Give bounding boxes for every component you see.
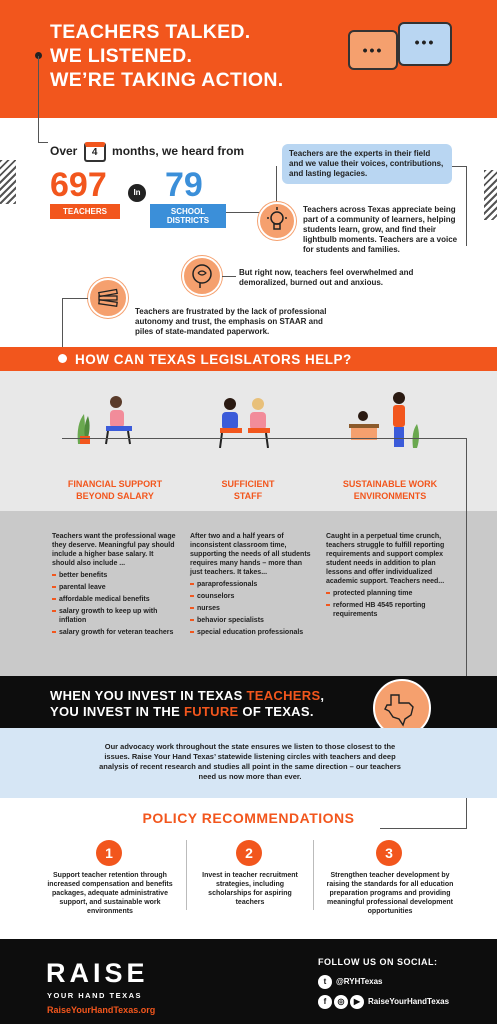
policy-item-1: Support teacher retention through increased compensation and benefits packages, adequate administrative support, and sustainable work environments <box>47 872 173 915</box>
column-heading-financial <box>60 478 170 502</box>
paperwork-icon <box>88 278 128 318</box>
calendar-icon <box>84 142 106 162</box>
divider <box>313 840 314 910</box>
heading-line: BEYOND SALARY <box>76 491 154 501</box>
list-item: salary growth for veteran teachers <box>52 628 177 637</box>
months-text: months, we heard from <box>112 144 245 159</box>
connector-line <box>222 276 236 277</box>
teachers-count: 697 <box>50 166 107 204</box>
months-statement <box>50 142 244 162</box>
heading-line: SUSTAINABLE WORK <box>342 479 438 489</box>
twitter-icon[interactable]: t <box>318 975 332 989</box>
decorative-stripes <box>0 160 16 204</box>
invest-text: , <box>320 688 325 703</box>
heading-line: STAFF <box>233 491 263 501</box>
twitter-handle[interactable]: @RYHTexas <box>336 977 383 986</box>
connector-dot <box>58 354 67 363</box>
list-item: better benefits <box>52 571 177 580</box>
list-item: protected planning time <box>326 589 458 598</box>
staff-list <box>190 580 312 637</box>
policy-number-3: 3 <box>376 840 402 866</box>
list-item: salary growth to keep up with inflation <box>52 607 177 625</box>
connector-line <box>62 298 88 299</box>
divider <box>186 840 187 910</box>
hero-title <box>50 20 350 92</box>
facebook-icon[interactable]: f <box>318 995 332 1009</box>
overwhelmed-text: But right now, teachers feel overwhelmed and demoralized, burned out and anxious. <box>239 268 414 287</box>
logo-subtitle: YOUR HAND TEXAS <box>47 991 143 1000</box>
invest-statement <box>50 688 380 720</box>
heading-line: FINANCIAL SUPPORT <box>67 479 163 489</box>
youtube-icon[interactable]: ▶ <box>350 995 364 1009</box>
advocacy-text: Our advocacy work throughout the state ensures we listen to those closest to the issues. Raise Your Hand Texas’ statewide listening circles with teachers and deep analysis of recent research and studies all point in the same direction – our teachers need us now more than ever. <box>99 742 401 781</box>
column-intro: Caught in a perpetual time crunch, teachers struggle to fulfill reporting requirements and support complex student needs in addition to plan lessons and offer individualized academic support. Teachers need... <box>326 533 445 585</box>
list-item: parental leave <box>52 583 177 592</box>
environments-list <box>326 589 458 619</box>
connector-line <box>38 56 39 142</box>
column-financial-body <box>52 532 177 637</box>
connector-line <box>38 142 48 143</box>
column-staff-body <box>190 532 312 637</box>
connector-line <box>466 166 467 246</box>
invest-text: OF TEXAS. <box>238 704 314 719</box>
list-item: special education professionals <box>190 628 312 637</box>
policy-item-2: Invest in teacher recruitment strategies, including scholarships for aspiring teachers <box>202 872 298 906</box>
speech-bubble-icon: ••• <box>398 22 452 66</box>
list-item: affordable medical benefits <box>52 595 177 604</box>
policy-title: POLICY RECOMMENDATIONS <box>142 810 355 826</box>
connector-line <box>62 438 466 439</box>
list-item: behavior specialists <box>190 616 312 625</box>
list-item: nurses <box>190 604 312 613</box>
hero-line-2: WE LISTENED. <box>50 45 193 67</box>
column-intro: After two and a half years of inconsistent classroom time, supporting the needs of all students requires many hands – more than just teachers. It takes... <box>190 533 311 576</box>
teachers-label: TEACHERS <box>50 204 120 219</box>
policy-item-3: Strengthen teacher development by raising the standards for all education preparation programs and providing meaningful professional development opportunities <box>326 872 454 915</box>
logo: RAISE <box>46 958 149 988</box>
months-number: 4 <box>91 147 98 158</box>
policy-number-1: 1 <box>96 840 122 866</box>
invest-highlight: FUTURE <box>183 704 239 719</box>
heading-line: ENVIRONMENTS <box>353 491 427 501</box>
column-heading-environments <box>320 478 460 502</box>
connector-line <box>380 828 467 829</box>
list-item: reformed HB 4545 reporting requirements <box>326 601 458 619</box>
social-handle[interactable]: RaiseYourHandTexas <box>368 997 450 1006</box>
stressed-head-icon <box>182 256 222 296</box>
follow-heading: FOLLOW US ON SOCIAL: <box>318 957 438 967</box>
hero-line-3: WE’RE TAKING ACTION. <box>50 69 284 91</box>
two-staff-illustration <box>208 394 280 448</box>
decorative-stripes <box>484 170 497 220</box>
hero-line-1: TEACHERS TALKED. <box>50 21 251 43</box>
invest-text: YOU INVEST IN THE <box>50 704 184 719</box>
classroom-illustration <box>345 390 427 450</box>
community-text: Teachers across Texas appreciate being part of a community of learners, helping students learn, grow, and find their lightbulb moments. Teachers are a voice for students and families. <box>303 205 458 254</box>
invest-text: WHEN YOU INVEST IN TEXAS <box>50 688 247 703</box>
districts-label: SCHOOL DISTRICTS <box>150 204 226 228</box>
lightbulb-icon <box>258 202 296 240</box>
in-badge: In <box>128 184 146 202</box>
column-environments-body <box>326 532 458 619</box>
policy-number-2: 2 <box>236 840 262 866</box>
list-item: counselors <box>190 592 312 601</box>
frustrated-text: Teachers are frustrated by the lack of professional autonomy and trust, the emphasis on STAAR and piles of state-mandated paperwork. <box>135 307 327 336</box>
list-item: paraprofessionals <box>190 580 312 589</box>
column-intro: Teachers want the professional wage they deserve. Meaningful pay should include a higher base salary. It should also include ... <box>52 533 176 567</box>
speech-bubble-icon: ••• <box>348 30 398 70</box>
invest-highlight: TEACHERS <box>246 688 321 703</box>
connector-line <box>452 166 466 167</box>
invest-line-1 <box>50 688 380 704</box>
help-title: HOW CAN TEXAS LEGISLATORS HELP? <box>75 352 352 367</box>
over-label: Over <box>50 144 78 159</box>
column-heading-staff <box>198 478 298 502</box>
financial-list <box>52 571 177 637</box>
website-link[interactable]: RaiseYourHandTexas.org <box>47 1005 156 1015</box>
instagram-icon[interactable]: ◎ <box>334 995 348 1009</box>
experts-callout: Teachers are the experts in their field and we value their voices, contributions, and lasting legacies. <box>282 144 452 184</box>
invest-line-2 <box>50 704 380 720</box>
districts-count: 79 <box>165 166 203 204</box>
heading-line: SUFFICIENT <box>221 479 275 489</box>
